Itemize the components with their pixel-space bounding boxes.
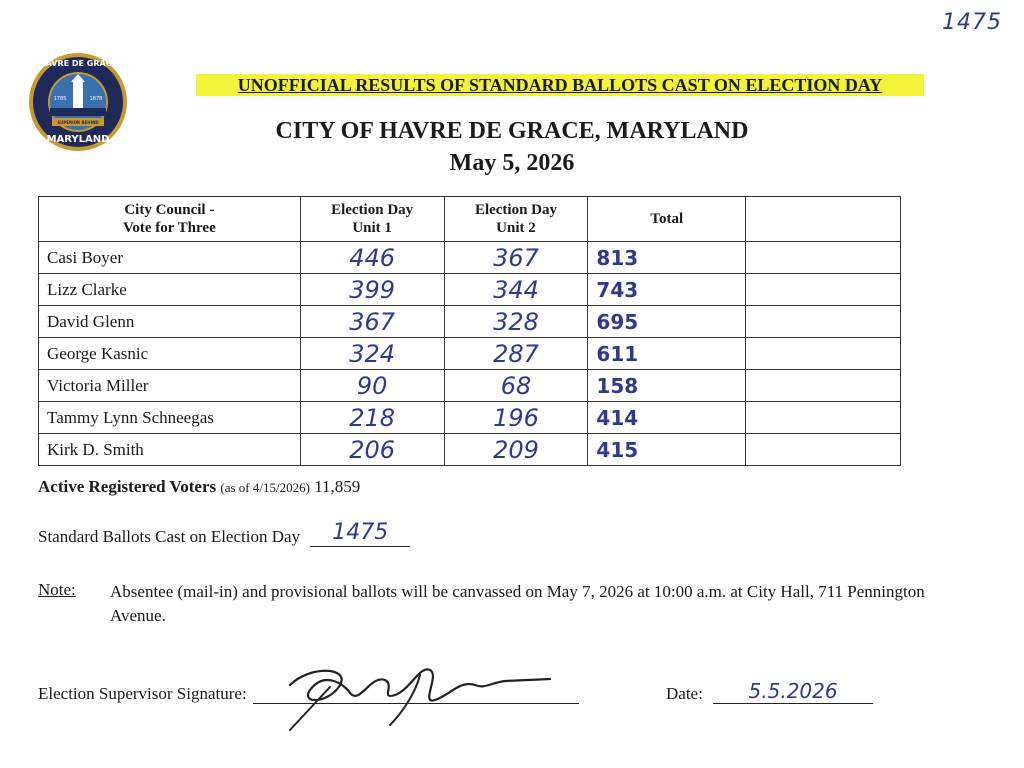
- unit-2-votes: 209: [444, 434, 588, 466]
- total-votes: 414: [588, 402, 746, 434]
- header-unit-2: [444, 197, 588, 242]
- unit-2-votes: 68: [444, 370, 588, 402]
- table-row: [39, 306, 901, 338]
- unit-2-votes: 328: [444, 306, 588, 338]
- results-table: [38, 196, 901, 466]
- total-votes: 813: [588, 242, 746, 274]
- svg-text:SUPERIOR BEHIND: SUPERIOR BEHIND: [57, 120, 99, 125]
- total-votes: 743: [588, 274, 746, 306]
- header-candidate-label: City Council - Vote for Three: [122, 202, 216, 236]
- header-unit-1: [300, 197, 444, 242]
- unit-1-votes: 218: [300, 402, 444, 434]
- date-line: [666, 679, 873, 704]
- header-candidate: [39, 197, 301, 242]
- candidate-name: Tammy Lynn Schneegas: [39, 402, 301, 434]
- unit-1-votes: 90: [300, 370, 444, 402]
- candidate-name: David Glenn: [39, 306, 301, 338]
- table-row: [39, 338, 901, 370]
- election-date: May 5, 2026: [449, 150, 575, 176]
- total-votes: 415: [588, 434, 746, 466]
- ballots-cast-value: 1475: [310, 520, 410, 547]
- table-header-row: [39, 197, 901, 242]
- empty-cell: [746, 306, 901, 338]
- total-votes: 158: [588, 370, 746, 402]
- svg-text:1878: 1878: [89, 96, 103, 102]
- header-total-label: Total: [650, 211, 684, 227]
- registered-voters-line: [38, 477, 360, 497]
- registered-voters-value: 11,859: [314, 477, 361, 496]
- svg-text:1785: 1785: [53, 96, 67, 102]
- date-value: 5.5.2026: [713, 679, 873, 704]
- handwritten-ballot-count: 1475: [942, 10, 1002, 35]
- ballots-cast-label: Standard Ballots Cast on Election Day: [38, 527, 301, 546]
- table-row: [39, 402, 901, 434]
- table-row: [39, 274, 901, 306]
- empty-cell: [746, 338, 901, 370]
- unit-2-votes: 196: [444, 402, 588, 434]
- svg-text:HAVRE DE GRACE: HAVRE DE GRACE: [38, 59, 118, 68]
- candidate-name: George Kasnic: [39, 338, 301, 370]
- unit-1-votes: 367: [300, 306, 444, 338]
- svg-text:MARYLAND: MARYLAND: [46, 134, 110, 145]
- handwritten-signature: [270, 645, 570, 735]
- unit-2-votes: 367: [444, 242, 588, 274]
- document-title: CITY OF HAVRE DE GRACE, MARYLAND: [275, 118, 749, 144]
- table-row: [39, 242, 901, 274]
- ballots-cast-line: [38, 520, 410, 547]
- table-row: [39, 434, 901, 466]
- header-blank: [746, 197, 901, 242]
- candidate-name: Lizz Clarke: [39, 274, 301, 306]
- candidate-name: Kirk D. Smith: [39, 434, 301, 466]
- empty-cell: [746, 242, 901, 274]
- unofficial-results-banner: UNOFFICIAL RESULTS OF STANDARD BALLOTS CAST ON ELECTION DAY: [196, 74, 924, 96]
- table-row: [39, 370, 901, 402]
- signature-label: Election Supervisor Signature:: [38, 684, 247, 703]
- registered-voters-asof: (as of 4/15/2026): [220, 480, 310, 495]
- unit-1-votes: 446: [300, 242, 444, 274]
- note-text: Absentee (mail-in) and provisional ballots will be canvassed on May 7, 2026 at 10:00 a.m. at City Hall, 711 Pennington Avenue.: [110, 582, 925, 625]
- total-votes: 611: [588, 338, 746, 370]
- candidate-name: Victoria Miller: [39, 370, 301, 402]
- header-unit-1-label: Election Day Unit 1: [331, 202, 414, 236]
- unit-2-votes: 287: [444, 338, 588, 370]
- unit-1-votes: 324: [300, 338, 444, 370]
- registered-voters-label: Active Registered Voters: [38, 477, 217, 496]
- candidate-name: Casi Boyer: [39, 242, 301, 274]
- empty-cell: [746, 402, 901, 434]
- empty-cell: [746, 274, 901, 306]
- header-total: [588, 197, 746, 242]
- total-votes: 695: [588, 306, 746, 338]
- header-unit-2-label: Election Day Unit 2: [474, 202, 558, 236]
- unit-2-votes: 344: [444, 274, 588, 306]
- empty-cell: [746, 434, 901, 466]
- unit-1-votes: 206: [300, 434, 444, 466]
- empty-cell: [746, 370, 901, 402]
- unit-1-votes: 399: [300, 274, 444, 306]
- note-label: Note:: [38, 580, 76, 599]
- date-label: Date:: [666, 684, 703, 703]
